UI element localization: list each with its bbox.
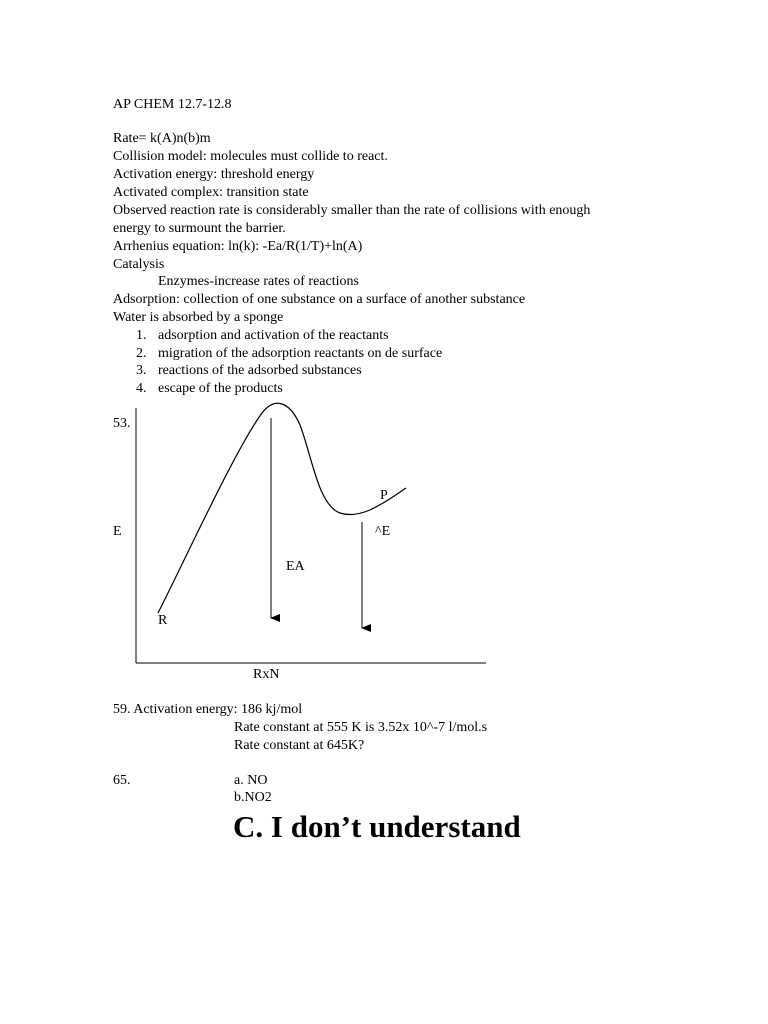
step-text: adsorption and activation of the reactants [158,328,389,343]
step-text: migration of the adsorption reactants on de surface [158,346,443,361]
arrhenius-line: Arrhenius equation: ln(k): -Ea/R(1/T)+ln(A) [113,239,363,254]
problem-59-line-2: Rate constant at 555 K is 3.52x 10^-7 l/mol.s [234,720,488,735]
reaction-energy-curve [158,403,406,613]
step-text: escape of the products [158,381,283,396]
enzymes-line: Enzymes-increase rates of reactions [158,274,359,289]
diagram-y-label: E [113,524,122,539]
diagram-question-number: 53. [113,416,131,431]
activated-complex-line: Activated complex: transition state [113,185,309,200]
problem-65-answer-c: C. I don’t understand [233,809,521,844]
step-number: 3. [136,363,147,378]
adsorption-line: Adsorption: collection of one substance on a surface of another substance [113,292,526,307]
step-number: 2. [136,346,147,361]
problem-65-answer-b: b.NO2 [234,790,272,805]
delta-energy-label: ^E [375,524,391,539]
collision-model-line: Collision model: molecules must collide to react. [113,149,388,164]
catalysis-line: Catalysis [113,257,165,272]
reactant-label: R [158,613,168,628]
step-number: 4. [136,381,147,396]
step-text: reactions of the adsorbed substances [158,363,362,378]
observed-rate-line-2: energy to surmount the barrier. [113,221,286,236]
diagram-x-label: RxN [253,667,280,682]
problem-65-number: 65. [113,773,131,788]
document-title: AP CHEM 12.7-12.8 [113,97,232,112]
observed-rate-line-1: Observed reaction rate is considerably smaller than the rate of collisions with enough [113,203,591,218]
activation-energy-label: EA [286,559,305,574]
problem-59-line-1: 59. Activation energy: 186 kj/mol [113,702,303,717]
step-number: 1. [136,328,147,343]
problem-65-answer-a: a. NO [234,773,268,788]
problem-59-line-3: Rate constant at 645K? [234,738,365,753]
product-label: P [380,488,388,503]
absorbed-line: Water is absorbed by a sponge [113,310,284,325]
activation-energy-line: Activation energy: threshold energy [113,167,315,182]
rate-law-line: Rate= k(A)n(b)m [113,131,211,146]
